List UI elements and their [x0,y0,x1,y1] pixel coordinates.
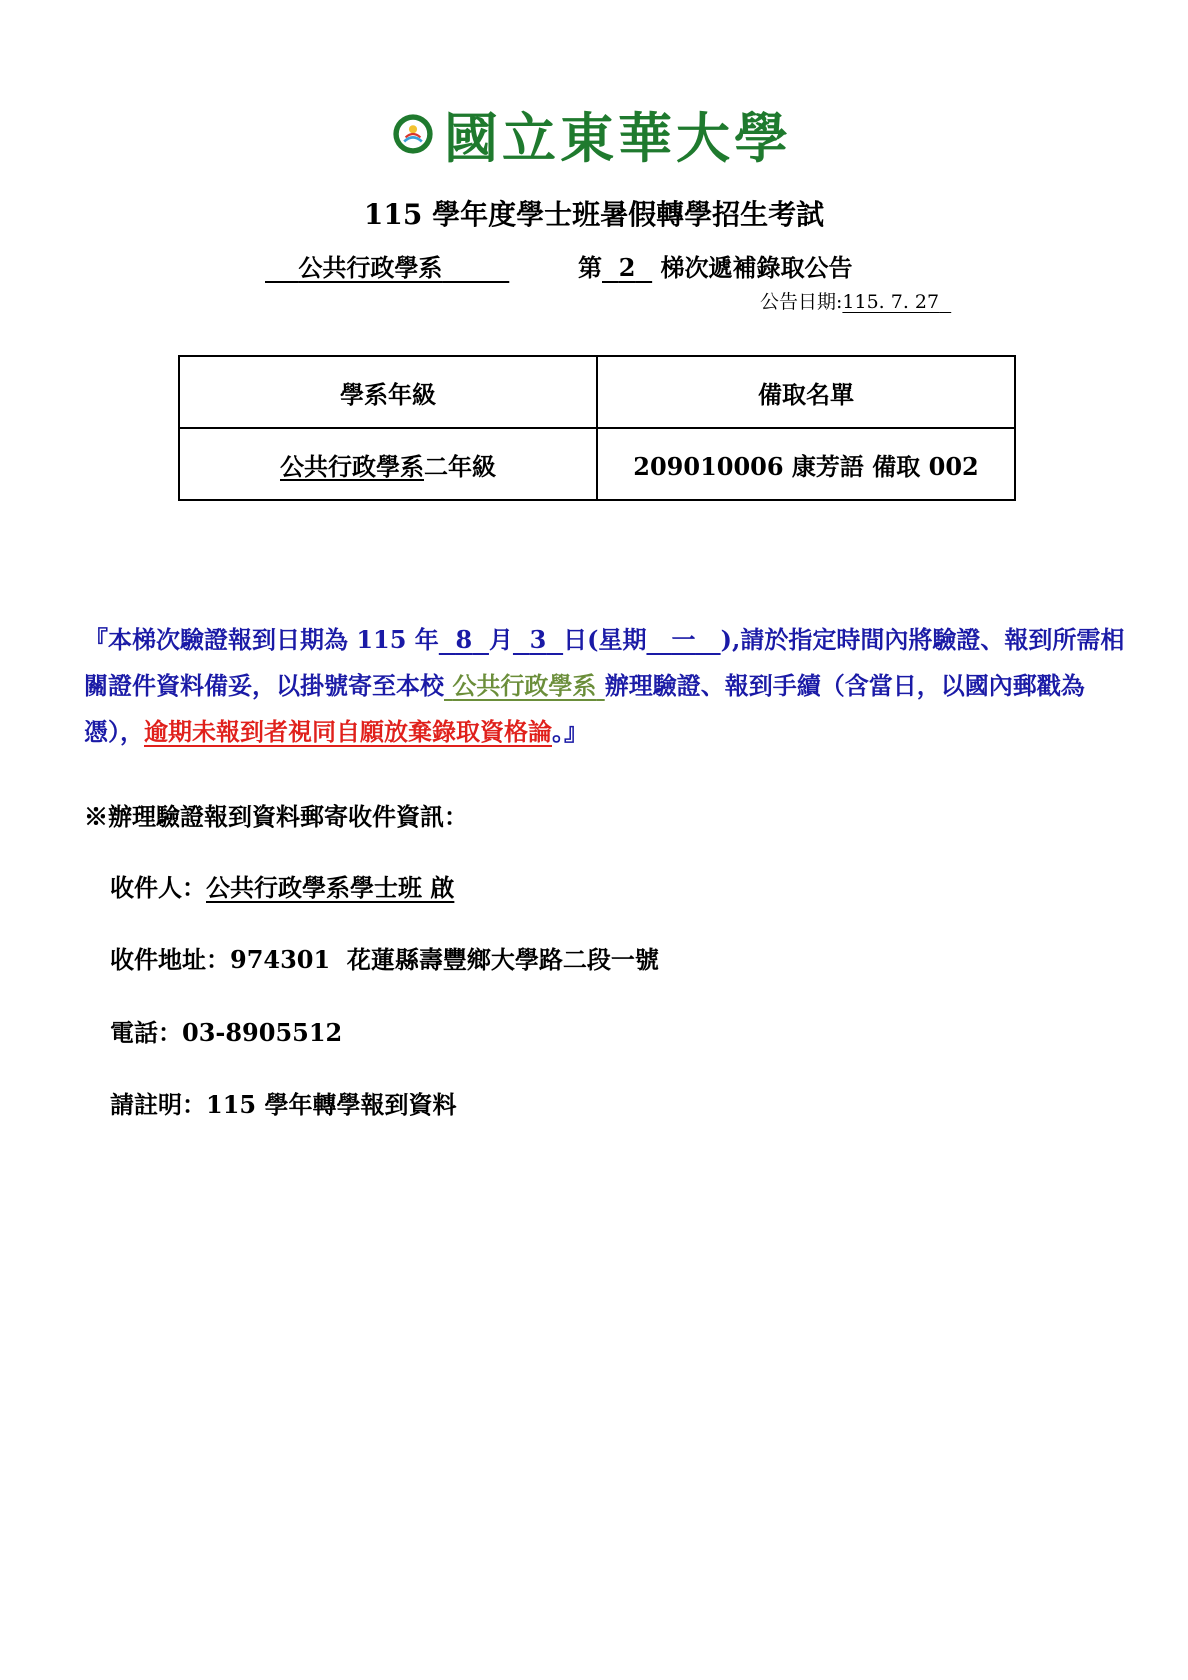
table-header-list: 備取名單 [597,356,1015,428]
phone-line: 電話：03-8905512 [110,1018,343,1047]
table-row [179,428,1015,500]
logo-text: 國立東華大學 [444,105,792,170]
notice-day: 3 [529,625,547,654]
dept-grade-cell: 公共行政學系二年級 [179,428,597,500]
admission-table [178,355,1016,501]
address-line: 收件地址：974301 花蓮縣壽豐鄉大學路二段一號 [110,945,659,974]
exam-title: 115 學年度學士班暑假轉學招生考試 [363,198,825,231]
notice-weekday: 一 [671,625,696,654]
university-seal-icon [392,103,434,165]
note-line: 請註明：115 學年轉學報到資料 [110,1090,457,1119]
round-text: 第 2 梯次遞補錄取公告 [578,253,853,282]
university-logo [392,96,792,172]
notice-paragraph: 『本梯次驗證報到日期為 115 年 8 月 3 日(星期 一 ),請於指定時間內將驗證、報到所需相關證件資料備妥，以掛號寄至本校 公共行政學系 辦理驗證、報到手續（含當日，以國內郵戳為憑），逾期未報到者視同自願放棄錄取資格論。』 [84,625,1125,746]
recipient-value: 公共行政學系學士班 啟 [206,873,455,902]
notice-warning: 逾期未報到者視同自願放棄錄取資格論 [144,717,552,746]
notice-department: 公共行政學系 [452,671,597,700]
mail-info-heading: ※辦理驗證報到資料郵寄收件資訊： [84,802,468,831]
table-header-row [179,356,1015,428]
notice-month: 8 [455,625,473,654]
recipient-line: 收件人：公共行政學系學士班 啟 [110,873,455,902]
admitted-cell: 209010006 康芳語 備取 002 [597,428,1015,500]
round-number: 2 [618,253,636,282]
department-name: 公共行政學系 [298,253,443,282]
publish-date: 公告日期:115. 7. 27 [760,291,940,313]
table-header-dept: 學系年級 [179,356,597,428]
publish-date-value: 115. 7. 27 [842,291,940,313]
